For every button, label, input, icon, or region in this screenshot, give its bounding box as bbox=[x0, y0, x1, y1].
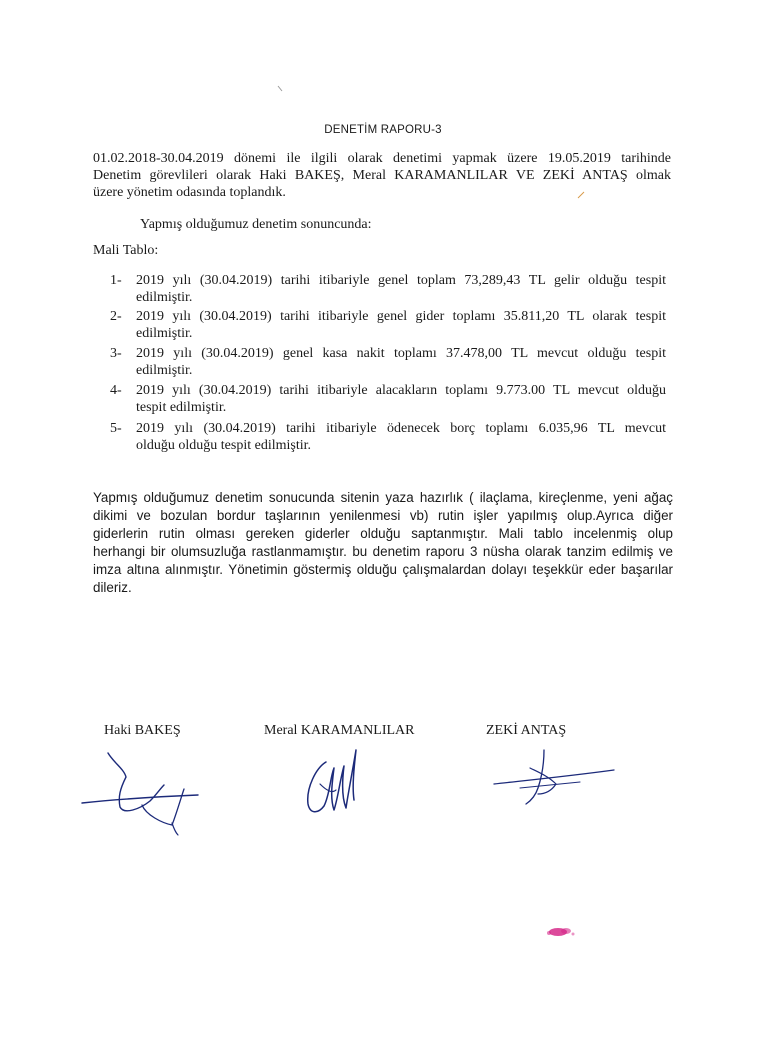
signature-haki-bakes bbox=[80, 745, 220, 840]
summary-line: Yapmış olduğumuz denetim sonucunda sitenin yaza hazırlık ( ilaçlama, kireçlenme, yeni ağaç bbox=[93, 490, 673, 505]
intro-line: üzere yönetim odasında toplandık. bbox=[93, 185, 286, 200]
summary-line: giderlerin rutin olması gereken giderler olduğu saptanmıştır. Mali tablo incelenmiş olup bbox=[93, 526, 673, 541]
summary-line: imza altına alınmıştır. Yönetimin göstermiş olduğu çalışmalardan dolayı teşekkür eder başarılar bbox=[93, 562, 673, 577]
signature-meral-karamanlilar bbox=[296, 728, 366, 828]
section-label: Mali Tablo: bbox=[93, 243, 159, 258]
item-line: edilmiştir. bbox=[136, 290, 193, 305]
signature-zeki-antas bbox=[490, 742, 620, 812]
item-number: 3- bbox=[110, 346, 122, 361]
item-line: 2019 yılı (30.04.2019) tarihi itibariyle genel gider toplamı 35.811,20 TL olarak tespit bbox=[136, 309, 666, 324]
item-line: 2019 yılı (30.04.2019) tarihi itibariyle genel toplam 73,289,43 TL gelir olduğu tespit bbox=[136, 273, 666, 288]
signatory-name: Haki BAKEŞ bbox=[104, 723, 181, 738]
item-line: 2019 yılı (30.04.2019) genel kasa nakit toplamı 37.478,00 TL mevcut olduğu tespit bbox=[136, 346, 666, 361]
item-line: 2019 yılı (30.04.2019) tarihi itibariyle alacakların toplamı 9.773.00 TL mevcut olduğu bbox=[136, 383, 666, 398]
intro-sentence: Yapmış olduğumuz denetim sonuncunda: bbox=[140, 217, 372, 232]
summary-paragraph bbox=[93, 489, 673, 597]
item-line: edilmiştir. bbox=[136, 326, 193, 341]
item-line: tespit edilmiştir. bbox=[136, 400, 227, 415]
item-number: 2- bbox=[110, 309, 122, 324]
intro-line: Denetim görevlileri olarak Haki BAKEŞ, Meral KARAMANLILAR VE ZEKİ ANTAŞ olmak bbox=[93, 168, 671, 183]
item-line: 2019 yılı (30.04.2019) tarihi itibariyle ödenecek borç toplamı 6.035,96 TL mevcut bbox=[136, 421, 666, 436]
pen-mark bbox=[576, 190, 586, 200]
signatory-name: Meral KARAMANLILAR bbox=[264, 723, 415, 738]
summary-line: dileriz. bbox=[93, 580, 132, 595]
item-number: 4- bbox=[110, 383, 122, 398]
item-line: olduğu olduğu tespit edilmiştir. bbox=[136, 438, 311, 453]
intro-line: 01.02.2018-30.04.2019 dönemi ile ilgili olarak denetimi yapmak üzere 19.05.2019 tarihinde bbox=[93, 151, 671, 166]
item-line: edilmiştir. bbox=[136, 363, 193, 378]
speck-mark bbox=[276, 84, 286, 94]
document-title: DENETİM RAPORU-3 bbox=[324, 124, 442, 136]
item-number: 5- bbox=[110, 421, 122, 436]
signatory-name: ZEKİ ANTAŞ bbox=[486, 723, 567, 738]
ink-stain bbox=[540, 920, 580, 944]
item-number: 1- bbox=[110, 273, 122, 288]
summary-line: herhangi bir olumsuzluğa rastlanmamıştır. bu denetim raporu 3 nüsha olarak tanzim edilmiş ve bbox=[93, 544, 673, 559]
summary-line: dikimi ve bozulan bordur taşlarının yenilenmesi vb) rutin işler yapılmış olup.Ayrıca diğer bbox=[93, 508, 673, 523]
